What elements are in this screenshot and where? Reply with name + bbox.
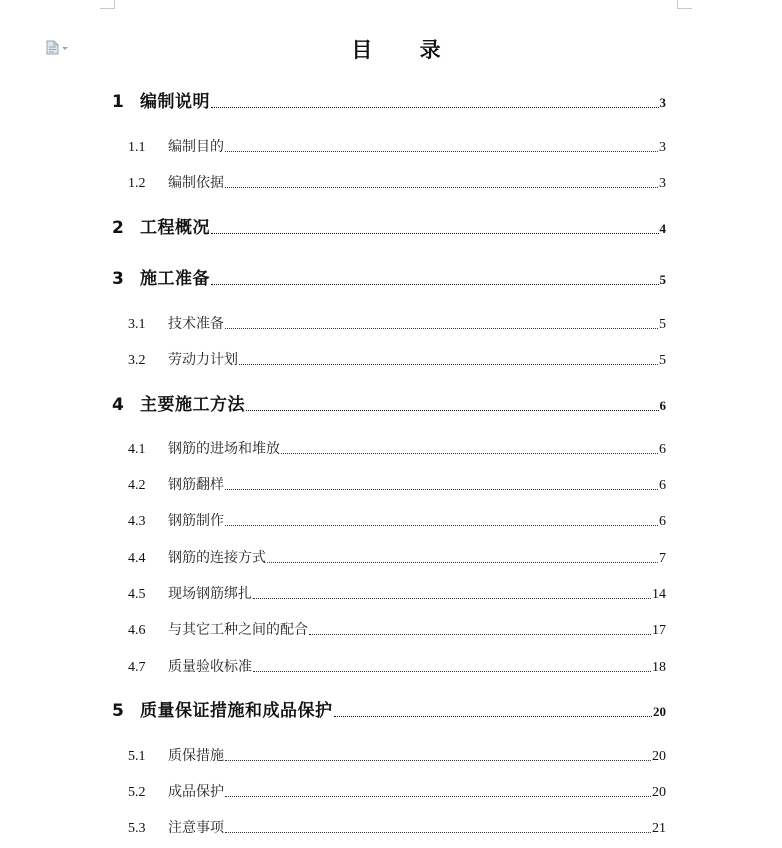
toc-dot-leader (239, 364, 658, 365)
toc-entry-page-number: 4 (659, 221, 666, 236)
toc-entry-title: 钢筋的进场和堆放 (168, 441, 280, 457)
toc-entry-page-number: 7 (659, 551, 666, 566)
toc-entry-page-number: 6 (659, 478, 666, 493)
toc-entry-title: 编制依据 (168, 175, 224, 191)
toc-dot-leader (253, 598, 651, 599)
toc-dot-leader (225, 525, 658, 526)
toc-entry-section[interactable] (128, 349, 666, 369)
toc-dot-leader (211, 233, 659, 234)
toc-entry-chapter[interactable] (112, 92, 666, 112)
toc-entry-page-number: 5 (659, 353, 666, 368)
toc-entry-title: 质量验收标准 (168, 659, 252, 675)
toc-entry-page-number: 20 (653, 704, 666, 719)
toc-entry-page-number: 6 (659, 442, 666, 457)
toc-dot-leader (211, 107, 659, 108)
toc-entry-section[interactable] (128, 510, 666, 530)
toc-entry-section[interactable] (128, 438, 666, 458)
toc-entry-number: 4.5 (128, 587, 146, 602)
toc-entry-title: 钢筋制作 (168, 513, 224, 529)
toc-dot-leader (225, 796, 651, 797)
toc-entry-page-number: 3 (659, 140, 666, 155)
toc-entry-number: 5.1 (128, 749, 146, 764)
toc-entry-title: 编制目的 (168, 139, 224, 155)
toc-entry-number: 1.2 (128, 176, 146, 191)
toc-entry-number: 3.2 (128, 353, 146, 368)
toc-dot-leader (246, 410, 659, 411)
toc-entry-section[interactable] (128, 619, 666, 639)
toc-entry-section[interactable] (128, 547, 666, 567)
toc-entry-number: 5.3 (128, 821, 146, 836)
toc-entry-number: 3.1 (128, 317, 146, 332)
toc-dot-leader (225, 151, 658, 152)
toc-dot-leader (281, 453, 658, 454)
toc-entry-page-number: 6 (659, 398, 666, 413)
toc-entry-title: 与其它工种之间的配合 (168, 622, 308, 638)
toc-entry-title: 主要施工方法 (140, 395, 245, 415)
toc-entry-page-number: 5 (659, 272, 666, 287)
toc-title: 目 录 (351, 38, 461, 62)
toc-entry-title: 成品保护 (168, 784, 224, 800)
toc-entry-number: 5.2 (128, 785, 146, 800)
toc-entry-number: 4.4 (128, 551, 146, 566)
toc-entry-section[interactable] (128, 656, 666, 676)
toc-entry-page-number: 21 (652, 821, 666, 836)
toc-entry-title: 技术准备 (168, 316, 224, 332)
toc-dot-leader (253, 671, 651, 672)
toc-entry-section[interactable] (128, 745, 666, 765)
toc-entry-number: 4.3 (128, 514, 146, 529)
toc-dot-leader (225, 760, 651, 761)
toc-entry-number: 4 (112, 395, 124, 415)
page-corner-mark-right (677, 0, 692, 9)
toc-entry-title: 工程概况 (140, 218, 210, 238)
toc-dot-leader (225, 328, 658, 329)
toc-entry-number: 4.2 (128, 478, 146, 493)
toc-entry-section[interactable] (128, 172, 666, 192)
toc-entry-title: 编制说明 (140, 92, 210, 112)
toc-dot-leader (225, 187, 658, 188)
toc-entry-number: 2 (112, 218, 124, 238)
toc-entry-number: 4.1 (128, 442, 146, 457)
toc-entry-title: 劳动力计划 (168, 352, 238, 368)
toc-entry-chapter[interactable] (112, 269, 666, 289)
toc-entry-page-number: 5 (659, 317, 666, 332)
toc-entry-title: 钢筋翻样 (168, 477, 224, 493)
toc-entry-section[interactable] (128, 583, 666, 603)
toc-entry-number: 4.6 (128, 623, 146, 638)
toc-entry-page-number: 17 (652, 623, 666, 638)
toc-entry-title: 注意事项 (168, 820, 224, 836)
toc-dot-leader (225, 489, 658, 490)
toc-entry-page-number: 6 (659, 514, 666, 529)
toc-entry-page-number: 3 (659, 176, 666, 191)
toc-entry-page-number: 14 (652, 587, 666, 602)
toc-entry-section[interactable] (128, 817, 666, 837)
toc-entry-page-number: 18 (652, 660, 666, 675)
page-corner-mark-left (100, 0, 115, 9)
toc-entry-section[interactable] (128, 781, 666, 801)
toc-entry-page-number: 20 (652, 785, 666, 800)
toc-entry-number: 4.7 (128, 660, 146, 675)
toc-entry-title: 质量保证措施和成品保护 (140, 701, 333, 721)
toc-entry-title: 现场钢筋绑扎 (168, 586, 252, 602)
toc-entry-chapter[interactable] (112, 395, 666, 415)
toc-entry-section[interactable] (128, 474, 666, 494)
toc-entry-chapter[interactable] (112, 218, 666, 238)
toc-entry-chapter[interactable] (112, 701, 666, 721)
toc-entry-title: 施工准备 (140, 269, 210, 289)
toc-entry-number: 3 (112, 269, 124, 289)
toc-entry-title: 质保措施 (168, 748, 224, 764)
toc-dot-leader (309, 634, 651, 635)
toc-dot-leader (334, 716, 653, 717)
toc-entry-number: 5 (112, 701, 124, 721)
toc-dot-leader (225, 832, 651, 833)
toc-entry-page-number: 20 (652, 749, 666, 764)
toc-dot-leader (267, 562, 658, 563)
toc-entry-number: 1 (112, 92, 124, 112)
toc-entry-number: 1.1 (128, 140, 146, 155)
toc-entry-section[interactable] (128, 136, 666, 156)
toc-entry-page-number: 3 (659, 95, 666, 110)
toc-dot-leader (211, 284, 659, 285)
toc-entry-section[interactable] (128, 313, 666, 333)
toc-entry-title: 钢筋的连接方式 (168, 550, 266, 566)
